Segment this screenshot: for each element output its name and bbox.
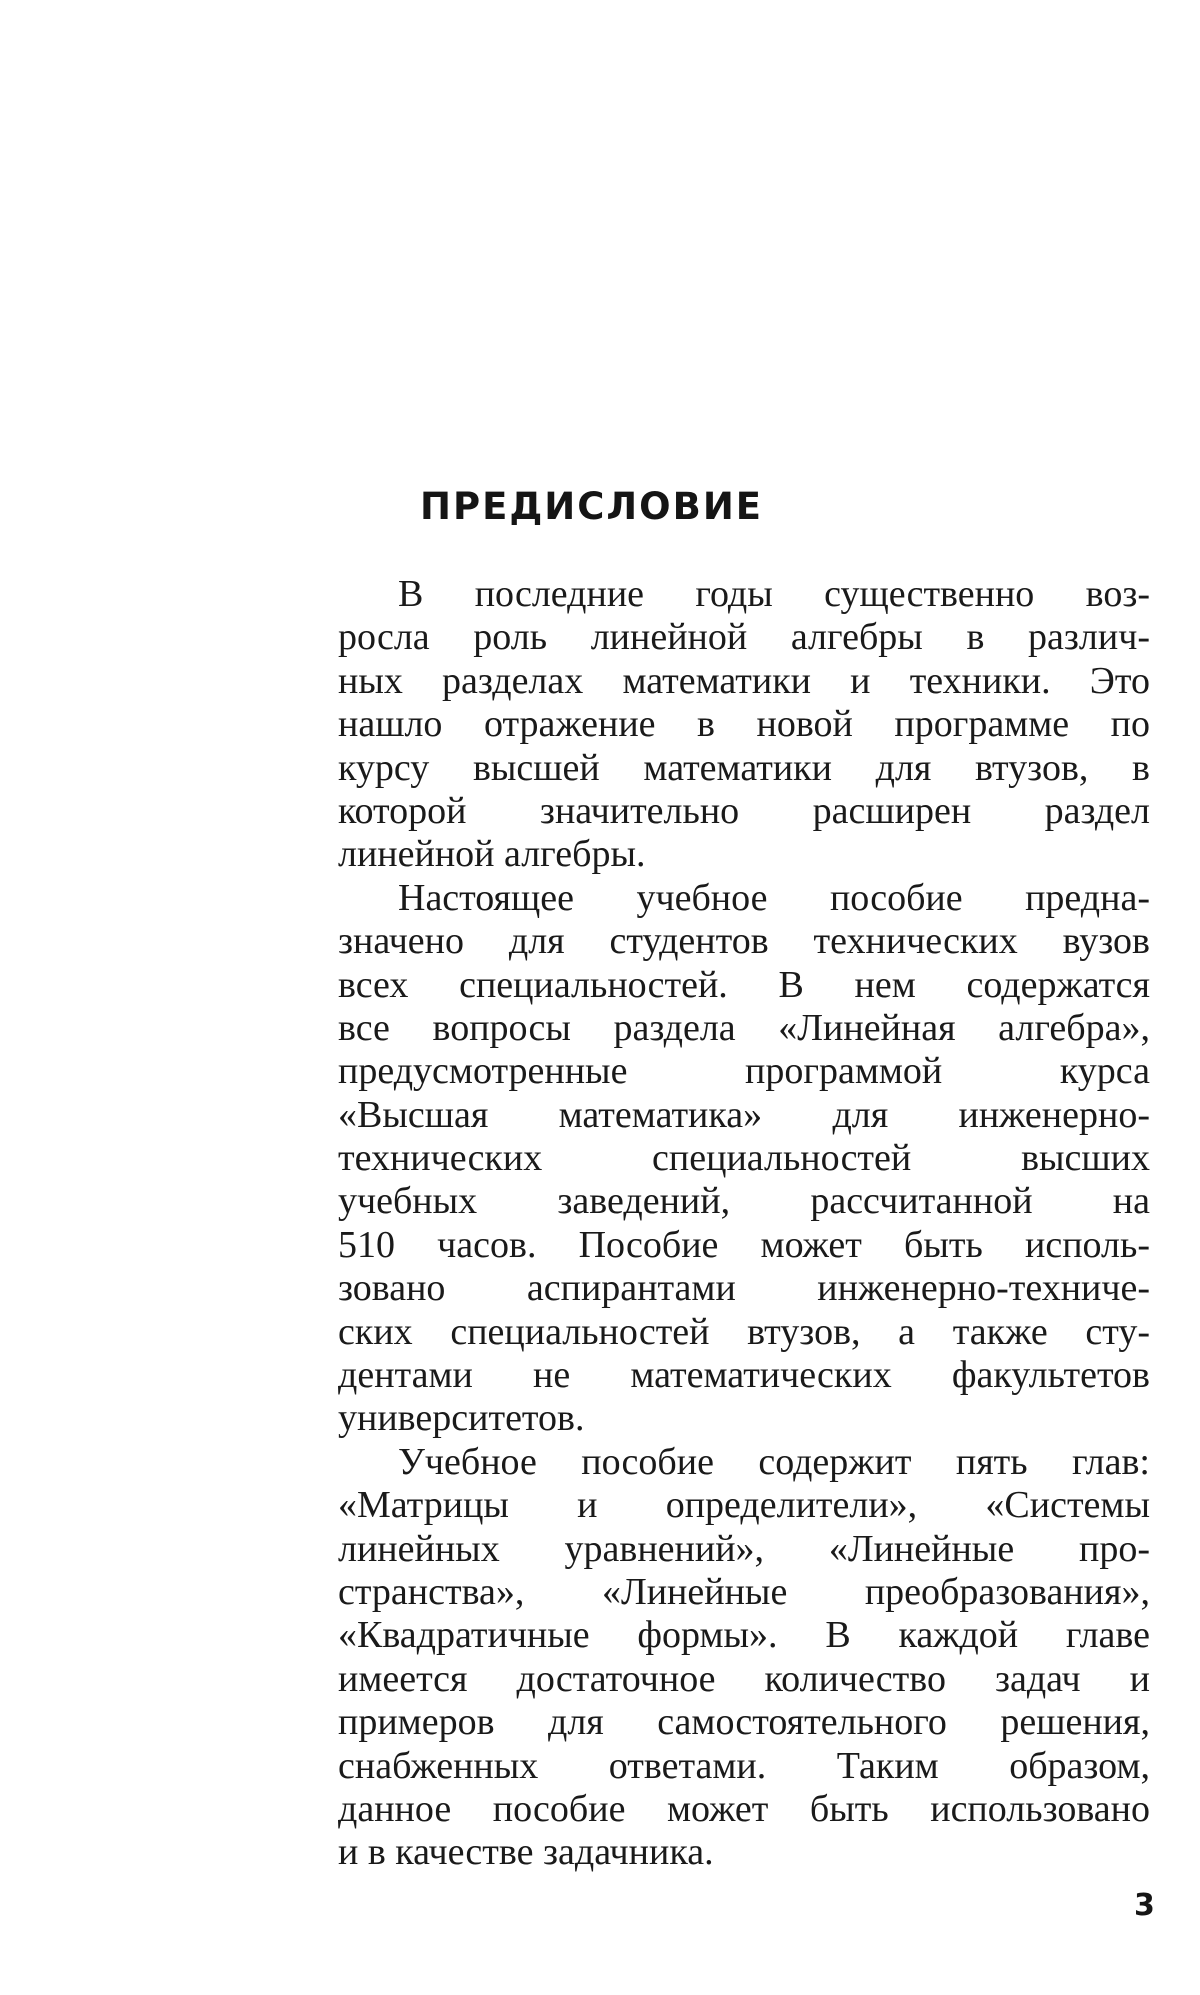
text-line: 510 часов. Пособие может быть исполь- [338, 1223, 1150, 1266]
text-line: «Высшая математика» для инженерно- [338, 1093, 1150, 1136]
text-line: В последние годы существенно воз- [398, 573, 1150, 615]
paragraph-1 [338, 573, 1150, 877]
text-line: курсу высшей математики для втузов, в [338, 746, 1150, 789]
text-line: Учебное пособие содержит пять глав: [398, 1440, 1150, 1483]
text-line: ных разделах математики и техники. Это [338, 659, 1150, 702]
text-line: «Квадратичные формы». В каждой главе [338, 1614, 1150, 1657]
text-line: данное пособие может быть использовано [338, 1787, 1150, 1830]
page-title: ПРЕДИСЛОВИЕ [420, 485, 764, 528]
paragraph-3 [338, 1441, 1150, 1875]
text-line: технических специальностей высших [338, 1137, 1150, 1180]
preface-body [338, 573, 1150, 1875]
text-line: все вопросы раздела «Линейная алгебра», [338, 1006, 1150, 1049]
text-line: предусмотренные программой курса [338, 1050, 1150, 1093]
text-line: линейных уравнений», «Линейные про- [338, 1527, 1150, 1570]
text-line: и в качестве задачника. [338, 1831, 714, 1874]
text-line: дентами не математических факультетов [338, 1354, 1150, 1397]
text-line: росла роль линейной алгебры в различ- [338, 616, 1150, 659]
text-line: которой значительно расширен раздел [338, 789, 1150, 832]
text-line: зовано аспирантами инженерно-техниче- [338, 1267, 1150, 1310]
text-line: университетов. [338, 1397, 585, 1440]
text-line: снабженных ответами. Таким образом, [338, 1744, 1150, 1787]
text-line: линейной алгебры. [338, 833, 646, 876]
text-line: нашло отражение в новой программе по [338, 703, 1150, 746]
text-line: ских специальностей втузов, а также сту- [338, 1310, 1150, 1353]
text-line: значено для студентов технических вузов [338, 920, 1150, 963]
text-line: примеров для самостоятельного решения, [338, 1701, 1150, 1744]
text-line: Настоящее учебное пособие предна- [398, 876, 1150, 919]
text-line: всех специальностей. В нем содержатся [338, 963, 1150, 1006]
text-line: странства», «Линейные преобразования», [338, 1570, 1150, 1613]
page-number: 3 [1134, 1888, 1155, 1923]
text-line: «Матрицы и определители», «Системы [338, 1484, 1150, 1527]
text-line: имеется достаточное количество задач и [338, 1657, 1150, 1700]
text-line: учебных заведений, рассчитанной на [338, 1180, 1150, 1223]
paragraph-2 [338, 877, 1150, 1441]
